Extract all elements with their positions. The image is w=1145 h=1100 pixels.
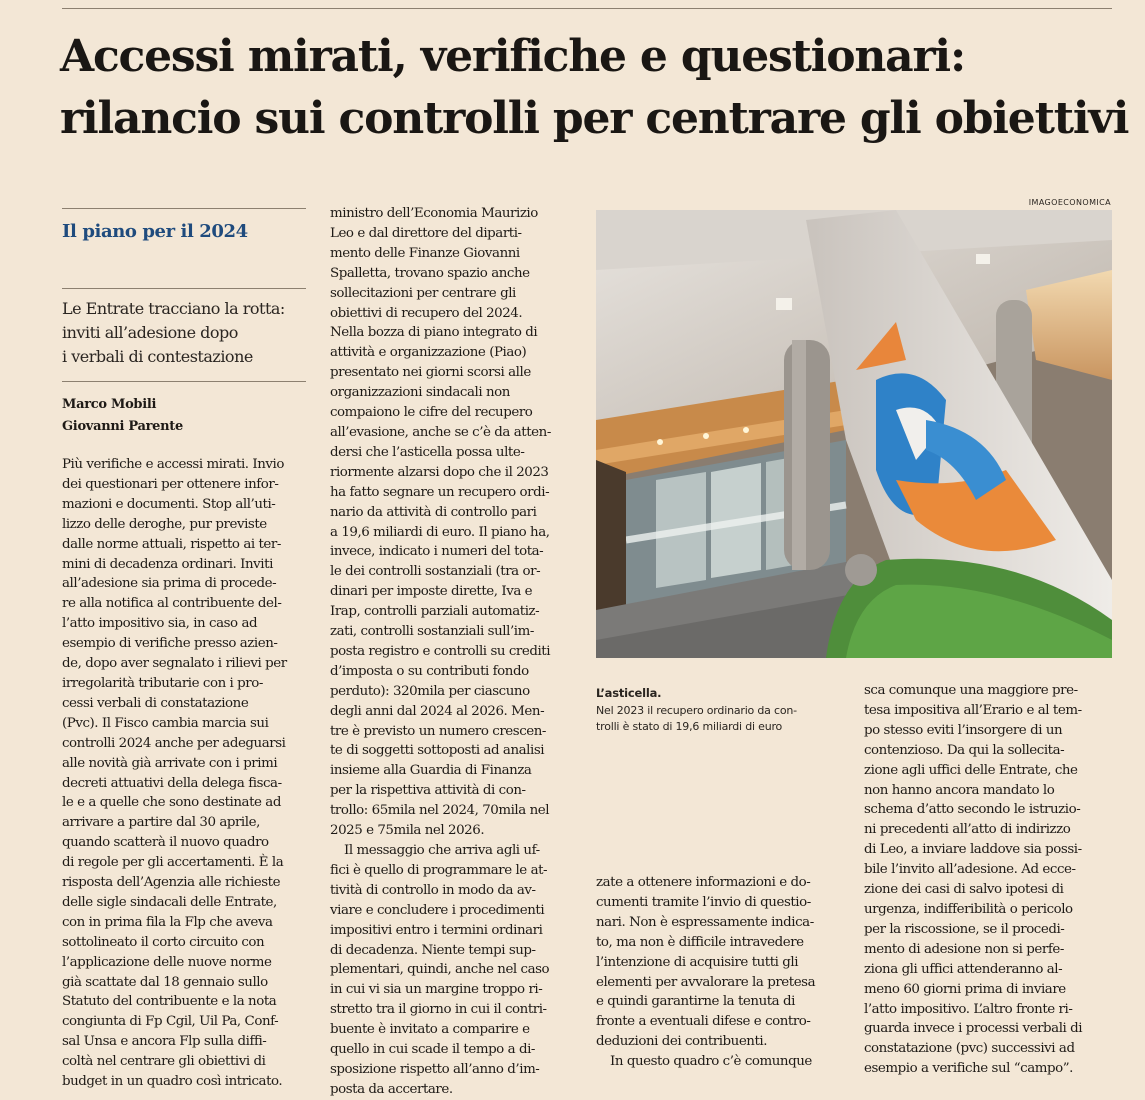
article-line: riormente alzarsi dopo che il 2023 — [330, 464, 549, 480]
article-line: quello in cui scade il tempo a di- — [330, 1042, 535, 1058]
article-line: tesa impositiva all’Erario e al tem- — [864, 702, 1082, 718]
article-line: po stesso eviti l’insorgere di un — [864, 722, 1063, 738]
article-line: le e a quelle che sono destinate ad — [62, 795, 281, 811]
article-line: (Pvc). Il Fisco cambia marcia sui — [62, 715, 269, 731]
article-line: In questo quadro c’è comunque — [610, 1054, 812, 1070]
photo-credit: IMAGOECONOMICA — [1028, 198, 1111, 207]
article-line: Leo e dal direttore del diparti- — [330, 225, 522, 241]
headline-line: rilancio sui controlli per centrare gli obiettivi — [60, 93, 1129, 144]
article-line: coltà nel centrare gli obiettivi di — [62, 1054, 266, 1070]
article-line: ha fatto segnare un recupero ordi- — [330, 484, 550, 500]
article-line: guarda invece i processi verbali di — [864, 1021, 1083, 1037]
article-line: nario da attività di controllo pari — [330, 504, 537, 520]
article-line: di decadenza. Niente tempi sup- — [330, 942, 536, 958]
article-line: controlli 2024 anche per adeguarsi — [62, 735, 286, 751]
top-rule — [62, 8, 1112, 9]
article-line: Più verifiche e accessi mirati. Invio — [62, 457, 284, 472]
caption-line: Nel 2023 il recupero ordinario da con- — [596, 704, 797, 717]
article-line: obiettivi di recupero del 2024. — [330, 305, 523, 321]
article-line: l’atto impositivo. L’altro fronte ri- — [864, 1001, 1073, 1017]
article-photo — [596, 210, 1112, 658]
article-line: elementi per avvalorare la pretesa — [596, 974, 816, 990]
article-line: sottolineato il corto circuito con — [62, 934, 265, 950]
article-line: perduto): 320mila per ciascuno — [330, 683, 530, 699]
article-line: Spalletta, trovano spazio anche — [330, 265, 530, 281]
article-line: trollo: 65mila nel 2024, 70mila nel — [330, 803, 550, 819]
article-line: ni precedenti all’atto di indirizzo — [864, 822, 1071, 838]
article-line: zati, controlli sostanziali sull’im- — [330, 624, 534, 640]
article-line: cumenti tramite l’invio di questio- — [596, 894, 811, 910]
summary-line: inviti all’adesione dopo — [62, 323, 238, 342]
article-line: constatazione (pvc) successivi ad — [864, 1041, 1075, 1057]
article-line: sal Unsa e ancora Flp sulla diffi- — [62, 1034, 267, 1050]
article-line: nari. Non è espressamente indica- — [596, 914, 814, 930]
article-line: tre è previsto un numero crescen- — [330, 723, 546, 739]
article-line: congiunta di Fp Cgil, Uil Pa, Conf- — [62, 1014, 279, 1030]
article-line: esempio a verifiche sul “campo”. — [864, 1061, 1073, 1077]
article-line: meno 60 giorni prima di inviare — [864, 981, 1066, 997]
article-line: Irap, controlli parziali automatiz- — [330, 604, 540, 620]
article-line: schema d’atto secondo le istruzio- — [864, 802, 1081, 818]
article-line: dalle norme attuali, rispetto ai ter- — [62, 536, 281, 552]
author-name: Marco Mobili — [62, 397, 157, 412]
article-line: sollecitazioni per centrare gli — [330, 285, 516, 301]
article-line: to, ma non è difficile intravedere — [596, 934, 804, 950]
photo-caption — [596, 685, 846, 735]
article-column-2 — [330, 204, 580, 1100]
caption-line: trolli è stato di 19,6 miliardi di euro — [596, 720, 783, 733]
headline-line: Accessi mirati, verifiche e questionari: — [60, 31, 965, 82]
article-line: lizzo delle deroghe, pur previste — [62, 516, 267, 532]
article-line: delle sigle sindacali delle Entrate, — [62, 894, 277, 910]
article-line: quando scatterà il nuovo quadro — [62, 835, 269, 851]
article-line: zate a ottenere informazioni e do- — [596, 875, 811, 890]
article-line: di Leo, a inviare laddove sia possi- — [864, 842, 1082, 858]
article-line: alle novità già arrivate con i primi — [62, 755, 278, 771]
article-line: l’applicazione delle nuove norme — [62, 954, 272, 970]
article-line: attività e organizzazione (Piao) — [330, 345, 527, 361]
article-line: posta da accertare. — [330, 1081, 453, 1097]
article-line: non hanno ancora mandato lo — [864, 782, 1055, 798]
article-line: all’evasione, anche se c’è da atten- — [330, 424, 551, 440]
article-line: mazioni e documenti. Stop all’uti- — [62, 496, 276, 512]
article-line: dinari per imposte dirette, Iva e — [330, 584, 533, 600]
article-line: dersi che l’asticella possa ulte- — [330, 444, 525, 460]
article-line: con in prima fila la Flp che aveva — [62, 914, 273, 930]
headline — [60, 26, 1130, 150]
article-line: irregolarità tributarie con i pro- — [62, 675, 263, 691]
article-line: bile l’invito all’adesione. Ad ecce- — [864, 862, 1076, 878]
article-line: Statuto del contribuente e la nota — [62, 994, 277, 1010]
article-line: sca comunque una maggiore pre- — [864, 683, 1078, 698]
article-line: organizzazioni sindacali non — [330, 385, 510, 401]
article-line: e quindi garantirne la tenuta di — [596, 994, 795, 1010]
summary-line: i verbali di contestazione — [62, 347, 253, 366]
sidebar-rule — [62, 381, 306, 382]
article-line: sposizione rispetto all’anno d’im- — [330, 1061, 540, 1077]
article-line: in cui vi sia un margine troppo ri- — [330, 982, 543, 998]
building-entrance-illustration — [596, 210, 1112, 658]
article-column-1 — [62, 455, 312, 1092]
article-line: ziona gli uffici attenderanno al- — [864, 961, 1063, 977]
article-line: posta registro e controlli su crediti — [330, 643, 551, 659]
article-line: esempio di verifiche presso azien- — [62, 636, 278, 652]
article-line: budget in un quadro così intricato. — [62, 1074, 283, 1090]
article-line: buente è invitato a comparire e — [330, 1022, 530, 1038]
article-line: degli anni dal 2024 al 2026. Men- — [330, 703, 545, 719]
article-line: mento delle Finanze Giovanni — [330, 245, 520, 261]
article-line: ministro dell’Economia Maurizio — [330, 206, 538, 221]
article-line: insieme alla Guardia di Finanza — [330, 763, 532, 779]
caption-title: L’asticella. — [596, 686, 662, 700]
article-line: le dei controlli sostanziali (tra or- — [330, 564, 541, 580]
article-line: re alla notifica al contribuente del- — [62, 596, 282, 612]
article-line: zione dei casi di salvo ipotesi di — [864, 882, 1064, 898]
article-line: mento di adesione non si perfe- — [864, 941, 1064, 957]
article-line: te di soggetti sottoposti ad analisi — [330, 743, 545, 759]
author-name: Giovanni Parente — [62, 419, 183, 434]
article-line: viare e concludere i procedimenti — [330, 902, 545, 918]
article-line: tività di controllo in modo da av- — [330, 882, 536, 898]
article-line: mini di decadenza ordinari. Inviti — [62, 556, 273, 572]
summary-line: Le Entrate tracciano la rotta: — [62, 299, 285, 318]
article-line: a 19,6 miliardi di euro. Il piano ha, — [330, 524, 550, 540]
article-line: Il messaggio che arriva agli uf- — [344, 843, 540, 858]
article-line: impositivi entro i termini ordinari — [330, 922, 543, 938]
article-line: l’intenzione di acquisire tutti gli — [596, 954, 799, 970]
article-line: plementari, quindi, anche nel caso — [330, 962, 550, 978]
article-line: per la rispettiva attività di con- — [330, 783, 526, 799]
sidebar-rule — [62, 208, 306, 209]
article-line: d’imposta o su contributi fondo — [330, 663, 529, 679]
article-line: 2025 e 75mila nel 2026. — [330, 823, 485, 839]
article-line: di regole per gli accertamenti. È la — [62, 855, 284, 871]
article-line: compaiono le cifre del recupero — [330, 405, 533, 421]
section-kicker: Il piano per il 2024 — [62, 221, 248, 242]
article-line: risposta dell’Agenzia alle richieste — [62, 875, 281, 891]
article-line: Nella bozza di piano integrato di — [330, 325, 538, 341]
article-line: fici è quello di programmare le at- — [330, 862, 548, 878]
article-line: arrivare a partire dal 30 aprile, — [62, 815, 260, 831]
article-line: urgenza, indifferibilità o pericolo — [864, 901, 1073, 917]
article-line: cessi verbali di constatazione — [62, 695, 249, 711]
article-line: l’atto impositivo sia, in caso ad — [62, 616, 258, 632]
article-line: contenzioso. Da qui la sollecita- — [864, 742, 1065, 758]
article-line: invece, indicato i numeri del tota- — [330, 544, 544, 560]
article-line: per la riscossione, se il procedi- — [864, 921, 1065, 937]
article-column-3 — [596, 873, 846, 1072]
byline — [62, 394, 183, 438]
article-line: presentato nei giorni scorsi alle — [330, 365, 531, 381]
article-line: all’adesione sia prima di procede- — [62, 576, 277, 592]
article-line: dei questionari per ottenere infor- — [62, 476, 279, 492]
article-line: già scattate dal 18 gennaio sullo — [62, 974, 268, 990]
article-column-4 — [864, 681, 1114, 1079]
article-line: zione agli uffici delle Entrate, che — [864, 762, 1078, 778]
article-line: stretto tra il giorno in cui il contri- — [330, 1002, 547, 1018]
article-line: de, dopo aver segnalato i rilievi per — [62, 656, 287, 672]
article-line: deduzioni dei contribuenti. — [596, 1034, 768, 1050]
article-summary — [62, 297, 312, 369]
article-line: fronte a eventuali difese e contro- — [596, 1014, 811, 1030]
article-line: decreti attuativi della delega fisca- — [62, 775, 282, 791]
sidebar-rule — [62, 288, 306, 289]
